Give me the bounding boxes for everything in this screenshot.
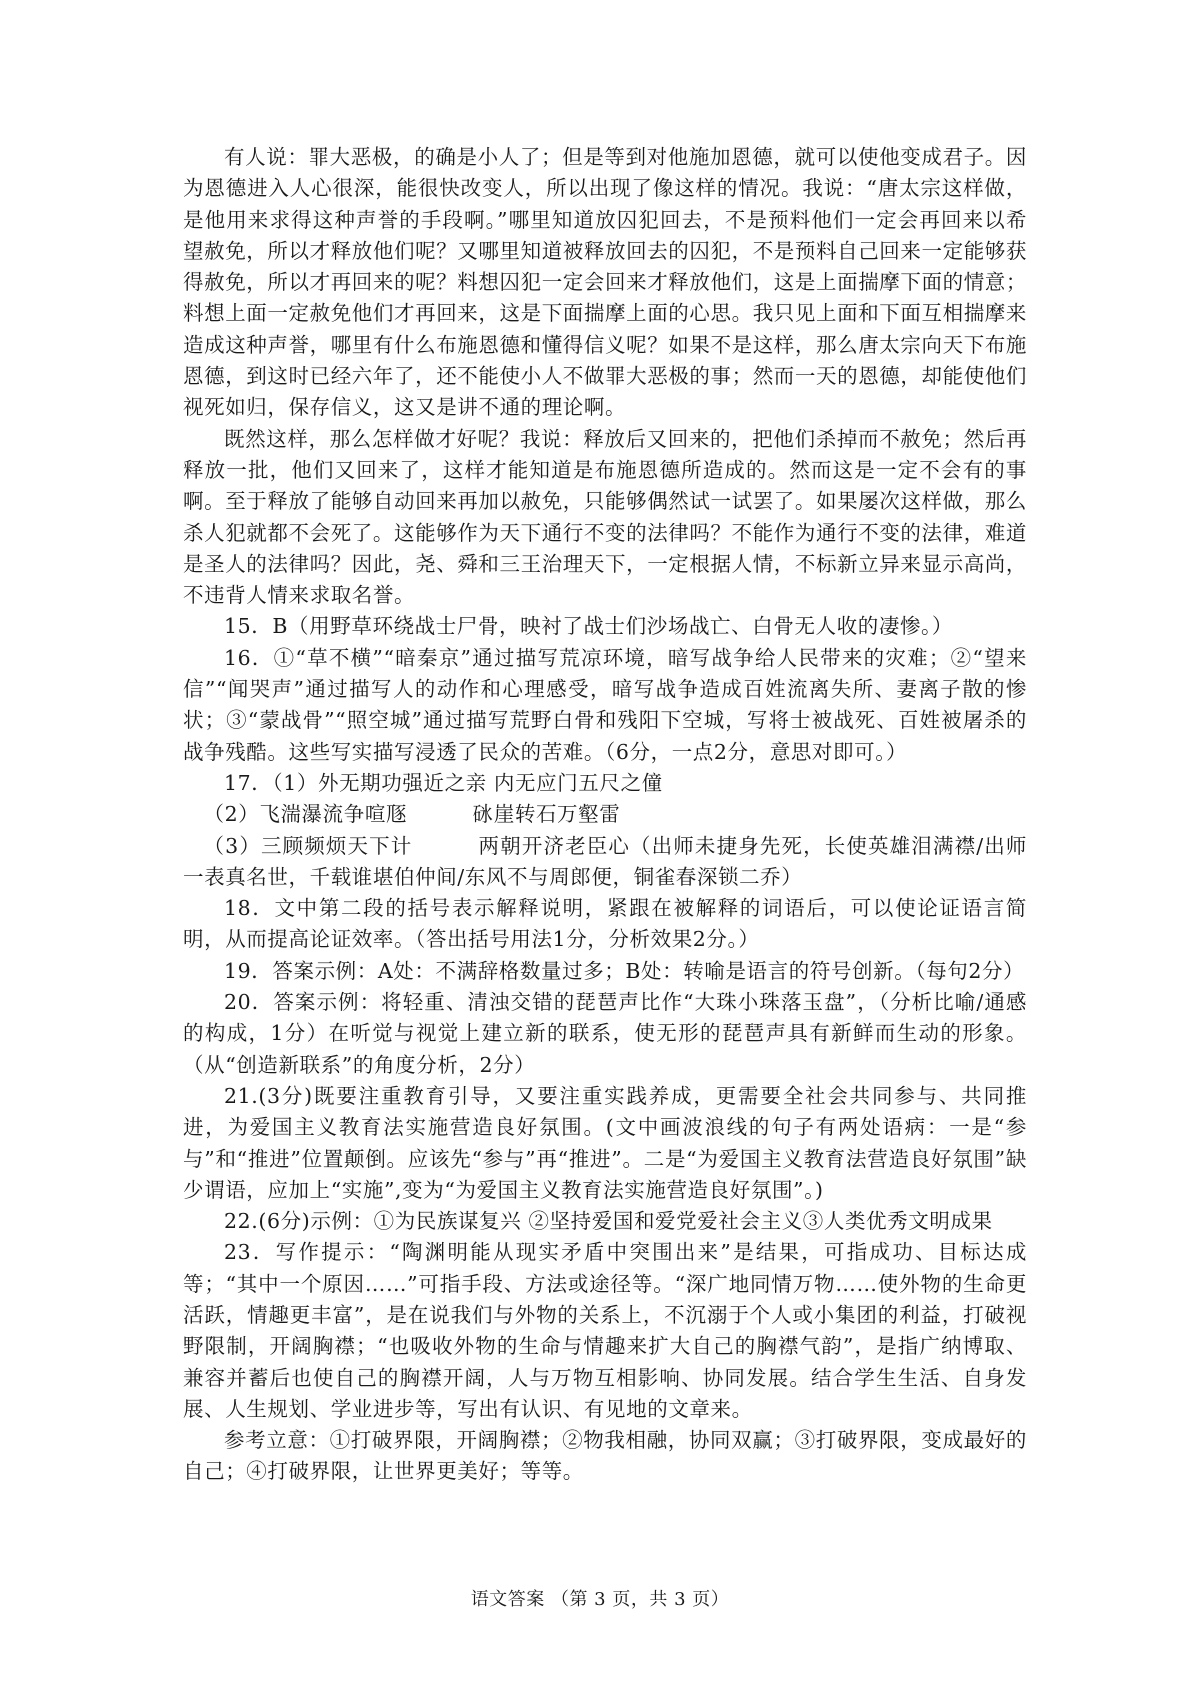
translation-paragraph-1: 有人说：罪大恶极，的确是小人了；但是等到对他施加恩德，就可以使他变成君子。因为恩德进入人心很深，能很快改变人，所以出现了像这样的情况。我说：“唐太宗这样做，是他用来求得这种声誉的手段啊。”哪里知道放囚犯回去，不是预料他们一定会再回来以希望赦免，所以才释放他们呢？又哪里知道被释放回去的囚犯，不是预料自己回来一定能够获得赦免，所以才再回来的呢？料想囚犯一定会回来才释放他们，这是上面揣摩下面的情意；料想上面一定赦免他们才再回来，这是下面揣摩上面的心思。我只见上面和下面互相揣摩来造成这种声誉，哪里有什么布施恩德和懂得信义呢？如果不是这样，那么唐太宗向天下布施恩德，到这时已经六年了，还不能使小人不做罪大恶极的事；然而一天的恩德，却能使他们视死如归，保存信义，这又是讲不通的理论啊。 — [183, 145, 1027, 420]
answer-17-item-3 — [183, 831, 1027, 894]
answer-17-item-2-line-a: （2）飞湍瀑流争喧豗 — [203, 802, 408, 827]
answer-17-item-1: 17．（1）外无期功强近之亲 内无应门五尺之僮 — [224, 770, 663, 795]
answer-18: 18．文中第二段的括号表示解释说明，紧跟在被解释的词语后，可以使论证语言简明，从而提高论证效率。（答出括号用法1分，分析效果2分。） — [183, 896, 1027, 952]
answer-17-item-3-line-b: 两朝开济老臣心（出师未捷身先死，长使英雄泪满襟/出师一表真名世，千载谁堪伯仲间/东风不与周郎便，铜雀春深锁二乔） — [183, 833, 1027, 889]
answer-16: 16．①“草不横”“暗秦京”通过描写荒凉环境，暗写战争给人民带来的灾难；②“望来信”“闻哭声”通过描写人的动作和心理感受，暗写战争造成百姓流离失所、妻离子散的惨状；③“蒙战骨”“照空城”通过描写荒野白骨和残阳下空城，写将士被战死、百姓被屠杀的战争残酷。这些写实描写浸透了民众的苦难。（6分，一点2分，意思对即可。） — [183, 645, 1027, 764]
answer-19: 19．答案示例：A处：不满辞格数量过多；B处：转喻是语言的符号创新。（每句2分） — [224, 958, 1025, 983]
answer-20: 20．答案示例：将轻重、清浊交错的琵琶声比作“大珠小珠落玉盘”，（分析比喻/通感的构成，1分）在听觉与视觉上建立新的联系，使无形的琵琶声具有新鲜而生动的形象。（从“创造新联系”的角度分析，2分） — [183, 990, 1027, 1077]
answer-23-reference-themes: 参考立意：①打破界限，开阔胸襟；②物我相融，协同双赢；③打破界限，变成最好的自己；④打破界限，让世界更美好；等等。 — [183, 1428, 1027, 1484]
answer-21: 21.(3分)既要注重教育引导，又要注重实践养成，更需要全社会共同参与、共同推进，为爱国主义教育法实施营造良好氛围。(文中画波浪线的句子有两处语病：一是“参与”和“推进”位置颠倒。应该先“参与”再“推进”。二是“为爱国主义教育法营造良好氛围”缺少谓语，应加上“实施”,变为“为爱国主义教育法实施营造良好氛围”。) — [183, 1083, 1027, 1202]
answer-23: 23．写作提示：“陶渊明能从现实矛盾中突围出来”是结果，可指成功、目标达成等；“其中一个原因……”可指手段、方法或途径等。“深广地同情万物……使外物的生命更活跃，情趣更丰富”，是在说我们与外物的关系上，不沉溺于个人或小集团的利益，打破视野限制，开阔胸襟；“也吸收外物的生命与情趣来扩大自己的胸襟气韵”，是指广纳博取、兼容并蓄后也使自己的胸襟开阔，人与万物互相影响、协同发展。结合学生生活、自身发展、人生规划、学业进步等，写出有认识、有见地的文章来。 — [183, 1240, 1027, 1421]
answer-17-item-2 — [183, 799, 1027, 830]
page-footer: 语文答案 （第 3 页，共 3 页） — [470, 1589, 730, 1610]
answer-17-item-2-line-b: 砯崖转石万壑雷 — [472, 802, 621, 827]
translation-paragraph-2: 既然这样，那么怎样做才好呢？我说：释放后又回来的，把他们杀掉而不赦免；然后再释放一批，他们又回来了，这样才能知道是布施恩德所造成的。然而这是一定不会有的事啊。至于释放了能够自动回来再加以赦免，只能够偶然试一试罢了。如果屡次这样做，那么杀人犯就都不会死了。这能够作为天下通行不变的法律吗？不能作为通行不变的法律，难道是圣人的法律吗？因此，尧、舜和三王治理天下，一定根据人情，不标新立异来显示高尚，不违背人情来求取名誉。 — [183, 426, 1027, 608]
answer-22: 22.(6分)示例：①为民族谋复兴 ②坚持爱国和爱党爱社会主义③人类优秀文明成果 — [224, 1209, 993, 1234]
answer-content — [183, 142, 1027, 1488]
answer-17-item-3-line-a: （3）三顾频烦天下计 — [203, 833, 413, 858]
answer-15: 15．B（用野草环绕战士尸骨，映衬了战士们沙场战亡、白骨无人收的凄惨。） — [224, 614, 953, 639]
